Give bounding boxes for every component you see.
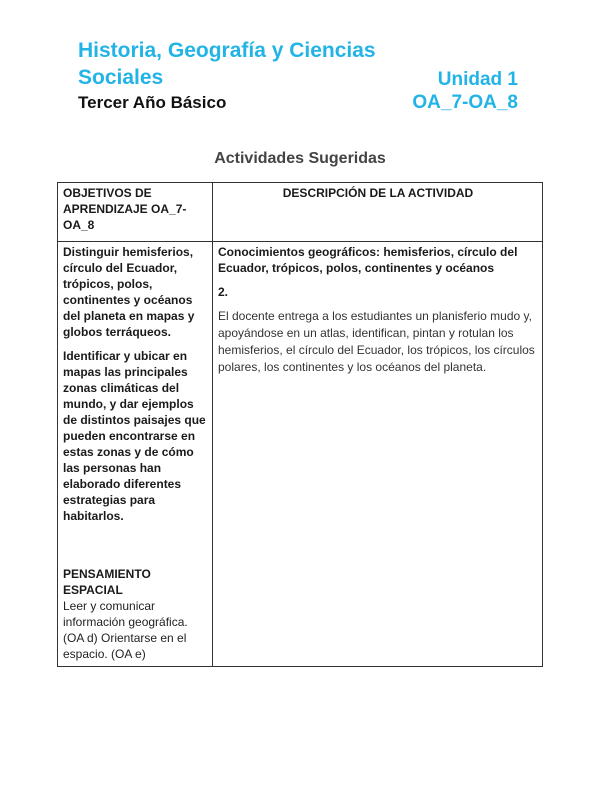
unit-label: Unidad 1 xyxy=(437,69,518,90)
subject-title-line-2: Sociales xyxy=(78,66,164,89)
section-title: Actividades Sugeridas xyxy=(214,150,386,167)
description-header: DESCRIPCIÓN DE LA ACTIVIDAD xyxy=(213,183,543,242)
table-header-row xyxy=(58,183,543,242)
subject-title-line-1: Historia, Geografía y Ciencias xyxy=(78,39,376,62)
grade-label: Tercer Año Básico xyxy=(78,93,227,112)
skill-title: PENSAMIENTO ESPACIAL xyxy=(63,567,151,597)
activity-title: Conocimientos geográficos: hemisferios, círculo del Ecuador, trópicos, polos, continentes y océanos xyxy=(218,245,518,275)
spacer xyxy=(63,532,208,566)
activity-table xyxy=(57,182,543,667)
objective-2: Identificar y ubicar en mapas las principales zonas climáticas del mundo, y dar ejemplos de distintos paisajes que pueden encontrarse en estas zonas y de cómo las personas han elaborado diferentes estrategias para habitarlos. xyxy=(63,349,206,523)
objectives-cell xyxy=(58,242,213,667)
objective-1: Distinguir hemisferios, círculo del Ecuador, trópicos, polos, continentes y océanos del planeta en mapas y globos terráqueos. xyxy=(63,245,195,339)
skill-body: Leer y comunicar información geográfica. (OA d) Orientarse en el espacio. (OA e) xyxy=(63,599,188,661)
oa-code-label: OA_7-OA_8 xyxy=(412,92,518,113)
objectives-header: OBJETIVOS DE APRENDIZAJE OA_7-OA_8 xyxy=(58,183,213,242)
table-body-row xyxy=(58,242,543,667)
description-cell xyxy=(213,242,543,667)
activity-body: El docente entrega a los estudiantes un planisferio mudo y, apoyándose en un atlas, identifican, pintan y rotulan los hemisferios, el círculo del Ecuador, los trópicos, los círculos polares, los continentes y los océanos del planeta. xyxy=(218,309,535,374)
activity-number: 2. xyxy=(218,285,229,299)
